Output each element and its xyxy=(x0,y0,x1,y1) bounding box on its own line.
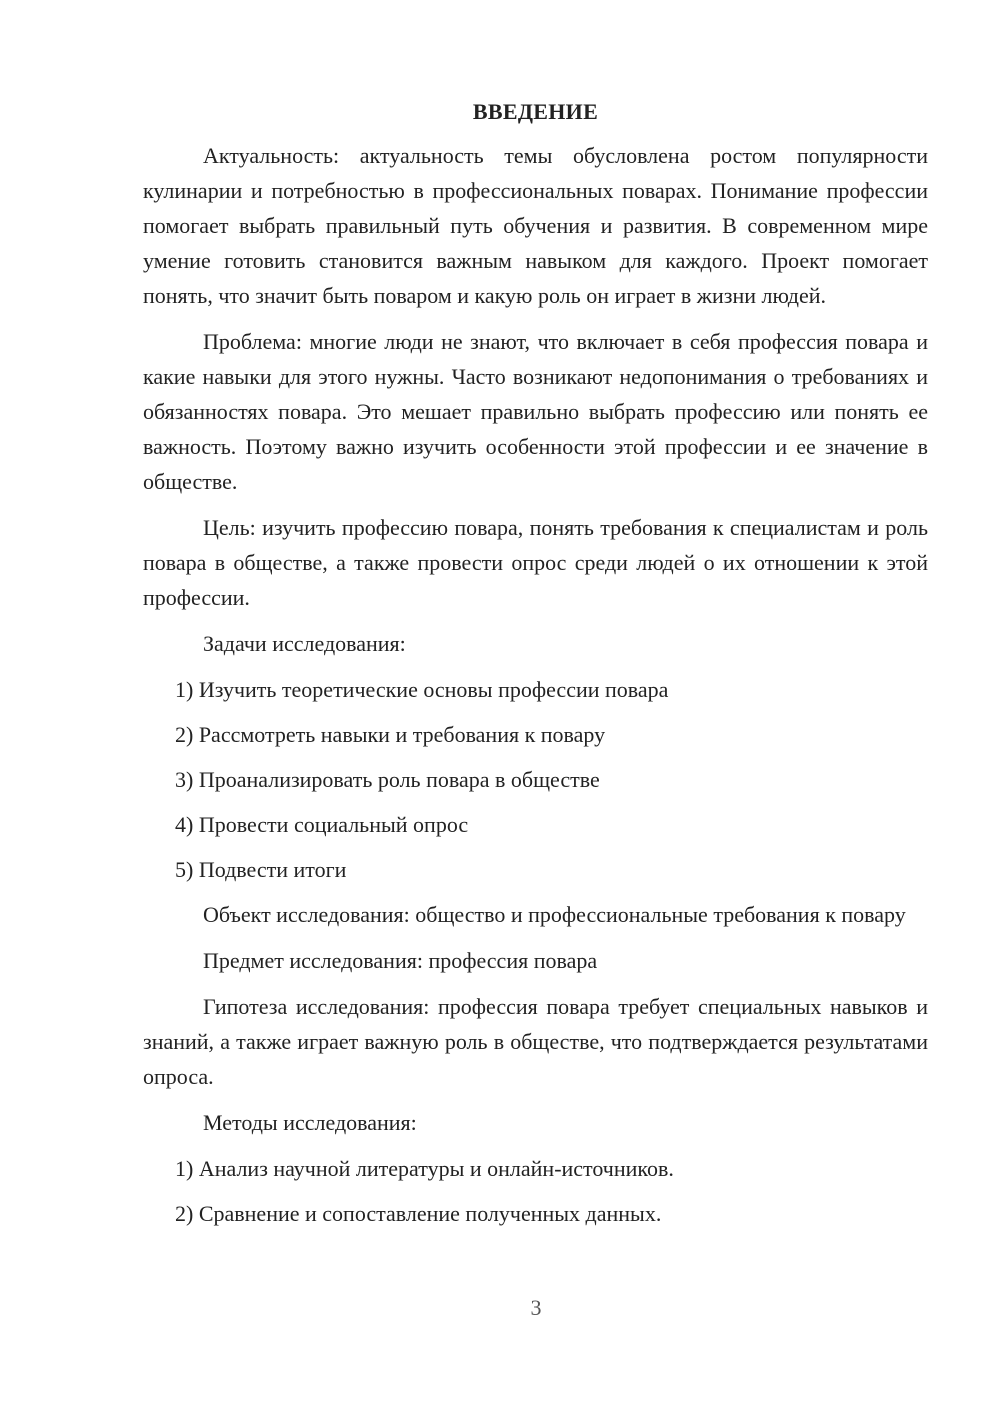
method-item: 2) Сравнение и сопоставление полученных данных. xyxy=(175,1201,662,1226)
object-paragraph: Объект исследования: общество и профессиональные требования к повару xyxy=(203,902,906,927)
section-title: ВВЕДЕНИЕ xyxy=(472,99,599,124)
relevance-paragraph: Актуальность: актуальность темы обусловлена ростом популярности кулинарии и потребностью в профессиональных поварах. Понимание профессии помогает выбрать правильный путь обучения и развития. В современном мире умение готовить становится важным навыком для каждого. Проект помогает понять, что значит быть поваром и какую роль он играет в жизни людей. xyxy=(143,143,928,308)
task-item: 2) Рассмотреть навыки и требования к повару xyxy=(175,722,606,747)
subject-paragraph: Предмет исследования: профессия повара xyxy=(203,948,598,973)
task-item: 1) Изучить теоретические основы профессии повара xyxy=(175,677,669,702)
goal-paragraph: Цель: изучить профессию повара, понять требования к специалистам и роль повара в обществе, а также провести опрос среди людей о их отношении к этой профессии. xyxy=(143,515,928,610)
task-item: 5) Подвести итоги xyxy=(175,857,347,882)
task-item: 3) Проанализировать роль повара в обществе xyxy=(175,767,600,792)
task-item: 4) Провести социальный опрос xyxy=(175,812,469,837)
method-item: 1) Анализ научной литературы и онлайн-источников. xyxy=(175,1156,674,1181)
problem-paragraph: Проблема: многие люди не знают, что включает в себя профессия повара и какие навыки для этого нужны. Часто возникают недопонимания о требованиях и обязанностях повара. Это мешает правильно выбрать профессию или понять ее важность. Поэтому важно изучить особенности этой профессии и ее значение в обществе. xyxy=(143,329,928,494)
document-page xyxy=(143,94,928,1241)
page-number: 3 xyxy=(530,1295,542,1320)
methods-heading: Методы исследования: xyxy=(203,1110,417,1135)
tasks-heading: Задачи исследования: xyxy=(203,631,406,656)
hypothesis-paragraph: Гипотеза исследования: профессия повара требует специальных навыков и знаний, а также играет важную роль в обществе, что подтверждается результатами опроса. xyxy=(143,994,928,1089)
